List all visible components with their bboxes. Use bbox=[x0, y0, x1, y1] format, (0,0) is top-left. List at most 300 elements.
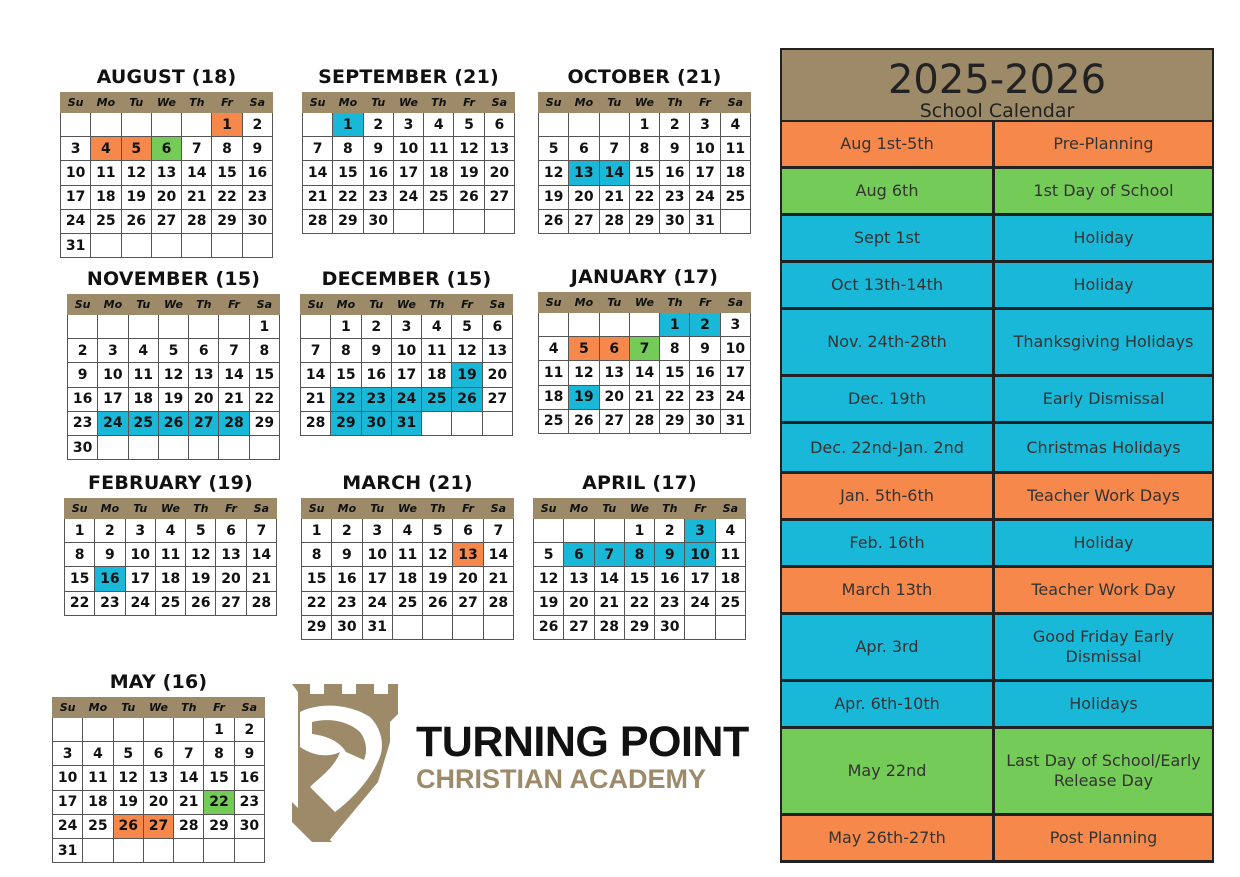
legend-row bbox=[782, 729, 1212, 813]
weekday-header: Th bbox=[655, 499, 685, 519]
day-cell: 27 bbox=[143, 814, 173, 838]
day-cell: 15 bbox=[204, 766, 234, 790]
day-cell: 20 bbox=[216, 567, 246, 591]
legend-row bbox=[782, 377, 1212, 421]
legend-panel bbox=[780, 48, 1214, 863]
day-cell bbox=[61, 113, 91, 137]
day-cell: 26 bbox=[158, 411, 188, 435]
weekday-header: We bbox=[392, 499, 422, 519]
weekday-header: Su bbox=[303, 93, 333, 113]
weekday-header: We bbox=[629, 93, 659, 113]
day-cell: 9 bbox=[95, 543, 125, 567]
day-cell: 5 bbox=[452, 315, 482, 339]
day-cell: 18 bbox=[155, 567, 185, 591]
weekday-header: Fr bbox=[685, 499, 715, 519]
day-cell: 15 bbox=[624, 567, 654, 591]
day-cell: 24 bbox=[391, 387, 421, 411]
weekday-header: Sa bbox=[720, 293, 750, 313]
weekday-header: Sa bbox=[482, 295, 512, 315]
day-cell: 24 bbox=[61, 209, 91, 233]
day-cell: 29 bbox=[629, 209, 659, 233]
weekday-header: Su bbox=[539, 93, 569, 113]
day-cell bbox=[98, 435, 128, 459]
day-cell: 16 bbox=[68, 387, 98, 411]
day-cell: 1 bbox=[212, 113, 242, 137]
day-cell: 3 bbox=[685, 519, 715, 543]
day-cell: 1 bbox=[204, 718, 234, 742]
day-cell: 11 bbox=[128, 363, 158, 387]
weekday-header: Th bbox=[174, 698, 204, 718]
day-cell bbox=[219, 315, 249, 339]
legend-date: Aug 6th bbox=[782, 169, 992, 213]
day-cell: 3 bbox=[53, 742, 83, 766]
month-calendar bbox=[67, 268, 280, 460]
day-cell bbox=[143, 718, 173, 742]
day-cell: 18 bbox=[392, 567, 422, 591]
month-calendar bbox=[538, 66, 751, 234]
legend-event: Post Planning bbox=[995, 816, 1212, 860]
day-cell: 29 bbox=[333, 209, 363, 233]
day-cell: 19 bbox=[186, 567, 216, 591]
day-cell: 21 bbox=[174, 790, 204, 814]
day-cell: 16 bbox=[242, 161, 272, 185]
day-cell: 16 bbox=[332, 567, 362, 591]
weekday-header: Tu bbox=[125, 499, 155, 519]
day-cell: 18 bbox=[91, 185, 121, 209]
day-cell: 11 bbox=[422, 339, 452, 363]
month-title: APRIL (17) bbox=[582, 472, 697, 494]
day-cell: 17 bbox=[393, 161, 423, 185]
day-cell: 5 bbox=[454, 113, 484, 137]
day-cell bbox=[484, 209, 514, 233]
day-cell: 18 bbox=[424, 161, 454, 185]
day-cell: 15 bbox=[629, 161, 659, 185]
day-cell: 5 bbox=[423, 519, 453, 543]
day-cell: 14 bbox=[246, 543, 276, 567]
day-cell: 28 bbox=[174, 814, 204, 838]
day-cell: 28 bbox=[594, 615, 624, 639]
weekday-header: Tu bbox=[121, 93, 151, 113]
day-cell: 6 bbox=[189, 339, 219, 363]
day-cell bbox=[143, 838, 173, 862]
month-title: AUGUST (18) bbox=[96, 66, 237, 88]
month-calendar bbox=[64, 472, 277, 616]
day-cell bbox=[594, 519, 624, 543]
day-cell: 30 bbox=[655, 615, 685, 639]
day-cell: 27 bbox=[569, 209, 599, 233]
day-cell: 7 bbox=[182, 137, 212, 161]
day-cell: 30 bbox=[332, 615, 362, 639]
day-cell bbox=[83, 838, 113, 862]
day-cell: 27 bbox=[151, 209, 181, 233]
day-cell: 27 bbox=[564, 615, 594, 639]
legend-header bbox=[782, 50, 1212, 120]
day-cell bbox=[569, 113, 599, 137]
day-cell: 25 bbox=[155, 591, 185, 615]
day-cell: 16 bbox=[690, 361, 720, 385]
month-grid bbox=[64, 498, 277, 616]
weekday-header: Fr bbox=[212, 93, 242, 113]
day-cell: 14 bbox=[174, 766, 204, 790]
legend-event: Holiday bbox=[995, 521, 1212, 565]
day-cell: 19 bbox=[158, 387, 188, 411]
day-cell bbox=[564, 519, 594, 543]
weekday-header: We bbox=[155, 499, 185, 519]
weekday-header: Mo bbox=[564, 499, 594, 519]
day-cell: 29 bbox=[212, 209, 242, 233]
day-cell: 7 bbox=[301, 339, 331, 363]
day-cell: 28 bbox=[219, 411, 249, 435]
day-cell: 1 bbox=[624, 519, 654, 543]
legend-row bbox=[782, 263, 1212, 307]
day-cell: 5 bbox=[121, 137, 151, 161]
weekday-header: Fr bbox=[219, 295, 249, 315]
weekday-header: Sa bbox=[715, 499, 745, 519]
day-cell: 1 bbox=[660, 313, 690, 337]
day-cell: 5 bbox=[569, 337, 599, 361]
day-cell: 14 bbox=[629, 361, 659, 385]
weekday-header: Tu bbox=[113, 698, 143, 718]
legend-date: Aug 1st-5th bbox=[782, 122, 992, 166]
day-cell: 31 bbox=[720, 409, 750, 433]
day-cell: 5 bbox=[534, 543, 564, 567]
day-cell: 25 bbox=[422, 387, 452, 411]
day-cell: 21 bbox=[629, 385, 659, 409]
day-cell: 1 bbox=[331, 315, 361, 339]
day-cell: 6 bbox=[564, 543, 594, 567]
month-title: JANUARY (17) bbox=[570, 266, 719, 288]
day-cell: 19 bbox=[539, 185, 569, 209]
legend-row bbox=[782, 568, 1212, 612]
legend-row bbox=[782, 310, 1212, 374]
legend-date: May 26th-27th bbox=[782, 816, 992, 860]
day-cell: 27 bbox=[482, 387, 512, 411]
day-cell: 18 bbox=[128, 387, 158, 411]
day-cell: 7 bbox=[594, 543, 624, 567]
day-cell: 19 bbox=[454, 161, 484, 185]
legend-row bbox=[782, 216, 1212, 260]
legend-date: Sept 1st bbox=[782, 216, 992, 260]
day-cell: 24 bbox=[690, 185, 720, 209]
day-cell: 14 bbox=[483, 543, 513, 567]
legend-event: Early Dismissal bbox=[995, 377, 1212, 421]
day-cell bbox=[453, 615, 483, 639]
day-cell: 14 bbox=[182, 161, 212, 185]
day-cell bbox=[91, 113, 121, 137]
day-cell: 17 bbox=[685, 567, 715, 591]
day-cell: 9 bbox=[363, 137, 393, 161]
day-cell: 29 bbox=[624, 615, 654, 639]
day-cell: 19 bbox=[569, 385, 599, 409]
weekday-header: Tu bbox=[128, 295, 158, 315]
day-cell: 13 bbox=[599, 361, 629, 385]
day-cell: 24 bbox=[720, 385, 750, 409]
day-cell: 10 bbox=[391, 339, 421, 363]
day-cell: 30 bbox=[68, 435, 98, 459]
weekday-header: Su bbox=[534, 499, 564, 519]
day-cell: 30 bbox=[361, 411, 391, 435]
weekday-header: We bbox=[629, 293, 659, 313]
legend-date: Jan. 5th-6th bbox=[782, 474, 992, 518]
day-cell: 25 bbox=[539, 409, 569, 433]
day-cell: 18 bbox=[422, 363, 452, 387]
weekday-header: Fr bbox=[453, 499, 483, 519]
day-cell: 14 bbox=[219, 363, 249, 387]
day-cell: 23 bbox=[332, 591, 362, 615]
day-cell: 5 bbox=[186, 519, 216, 543]
weekday-header: Tu bbox=[363, 93, 393, 113]
day-cell: 14 bbox=[301, 363, 331, 387]
month-calendar bbox=[301, 472, 514, 640]
day-cell: 17 bbox=[362, 567, 392, 591]
day-cell bbox=[424, 209, 454, 233]
day-cell: 1 bbox=[65, 519, 95, 543]
day-cell: 29 bbox=[249, 411, 279, 435]
day-cell bbox=[212, 233, 242, 257]
day-cell: 22 bbox=[249, 387, 279, 411]
weekday-header: Mo bbox=[569, 93, 599, 113]
day-cell: 9 bbox=[690, 337, 720, 361]
day-cell: 11 bbox=[91, 161, 121, 185]
day-cell: 22 bbox=[624, 591, 654, 615]
day-cell: 22 bbox=[212, 185, 242, 209]
day-cell: 11 bbox=[155, 543, 185, 567]
day-cell: 16 bbox=[655, 567, 685, 591]
month-title: FEBRUARY (19) bbox=[88, 472, 253, 494]
weekday-header: Mo bbox=[569, 293, 599, 313]
weekday-header: Tu bbox=[362, 499, 392, 519]
day-cell: 13 bbox=[482, 339, 512, 363]
day-cell: 26 bbox=[569, 409, 599, 433]
day-cell: 1 bbox=[302, 519, 332, 543]
day-cell: 24 bbox=[125, 591, 155, 615]
day-cell: 4 bbox=[720, 113, 750, 137]
day-cell: 4 bbox=[422, 315, 452, 339]
day-cell: 20 bbox=[453, 567, 483, 591]
day-cell: 31 bbox=[391, 411, 421, 435]
day-cell bbox=[189, 435, 219, 459]
day-cell: 3 bbox=[393, 113, 423, 137]
day-cell: 12 bbox=[423, 543, 453, 567]
day-cell: 3 bbox=[61, 137, 91, 161]
weekday-header: Su bbox=[301, 295, 331, 315]
day-cell: 16 bbox=[95, 567, 125, 591]
month-grid bbox=[301, 498, 514, 640]
month-grid bbox=[302, 92, 515, 234]
day-cell: 20 bbox=[151, 185, 181, 209]
month-grid bbox=[52, 697, 265, 863]
day-cell: 31 bbox=[690, 209, 720, 233]
weekday-header: We bbox=[391, 295, 421, 315]
day-cell bbox=[158, 315, 188, 339]
day-cell: 28 bbox=[246, 591, 276, 615]
day-cell: 6 bbox=[484, 113, 514, 137]
day-cell: 2 bbox=[95, 519, 125, 543]
day-cell bbox=[423, 615, 453, 639]
day-cell: 26 bbox=[186, 591, 216, 615]
legend-date: Dec. 19th bbox=[782, 377, 992, 421]
day-cell: 9 bbox=[361, 339, 391, 363]
day-cell: 7 bbox=[219, 339, 249, 363]
day-cell bbox=[685, 615, 715, 639]
day-cell: 8 bbox=[204, 742, 234, 766]
day-cell: 26 bbox=[534, 615, 564, 639]
day-cell: 6 bbox=[143, 742, 173, 766]
month-calendar bbox=[300, 268, 513, 436]
day-cell: 28 bbox=[483, 591, 513, 615]
month-calendar bbox=[538, 266, 751, 434]
lion-shield-icon bbox=[290, 682, 400, 842]
day-cell: 20 bbox=[564, 591, 594, 615]
weekday-header: Su bbox=[65, 499, 95, 519]
weekday-header: We bbox=[143, 698, 173, 718]
weekday-header: Fr bbox=[216, 499, 246, 519]
day-cell: 4 bbox=[539, 337, 569, 361]
day-cell bbox=[91, 233, 121, 257]
weekday-header: Th bbox=[660, 93, 690, 113]
day-cell: 26 bbox=[452, 387, 482, 411]
day-cell: 25 bbox=[720, 185, 750, 209]
day-cell: 17 bbox=[391, 363, 421, 387]
day-cell bbox=[189, 315, 219, 339]
day-cell: 13 bbox=[151, 161, 181, 185]
legend-event: Good Friday Early Dismissal bbox=[995, 615, 1212, 679]
day-cell: 4 bbox=[128, 339, 158, 363]
day-cell: 24 bbox=[393, 185, 423, 209]
month-title: DECEMBER (15) bbox=[321, 268, 492, 290]
weekday-header: We bbox=[624, 499, 654, 519]
day-cell: 16 bbox=[234, 766, 264, 790]
day-cell: 30 bbox=[660, 209, 690, 233]
day-cell: 30 bbox=[242, 209, 272, 233]
day-cell: 30 bbox=[363, 209, 393, 233]
day-cell: 27 bbox=[484, 185, 514, 209]
weekday-header: We bbox=[151, 93, 181, 113]
month-calendar bbox=[302, 66, 515, 234]
day-cell: 4 bbox=[155, 519, 185, 543]
day-cell: 25 bbox=[424, 185, 454, 209]
day-cell: 17 bbox=[690, 161, 720, 185]
day-cell bbox=[174, 838, 204, 862]
day-cell: 21 bbox=[483, 567, 513, 591]
day-cell: 10 bbox=[690, 137, 720, 161]
day-cell: 19 bbox=[423, 567, 453, 591]
day-cell: 6 bbox=[599, 337, 629, 361]
month-grid bbox=[533, 498, 746, 640]
day-cell: 9 bbox=[68, 363, 98, 387]
weekday-header: Sa bbox=[249, 295, 279, 315]
month-title: SEPTEMBER (21) bbox=[318, 66, 499, 88]
day-cell: 21 bbox=[219, 387, 249, 411]
day-cell: 12 bbox=[121, 161, 151, 185]
month-title: MARCH (21) bbox=[342, 472, 473, 494]
weekday-header: Tu bbox=[599, 293, 629, 313]
legend-row bbox=[782, 474, 1212, 518]
day-cell bbox=[98, 315, 128, 339]
day-cell: 21 bbox=[301, 387, 331, 411]
day-cell: 30 bbox=[690, 409, 720, 433]
day-cell: 16 bbox=[660, 161, 690, 185]
day-cell: 25 bbox=[392, 591, 422, 615]
weekday-header: Sa bbox=[234, 698, 264, 718]
day-cell bbox=[301, 315, 331, 339]
day-cell: 3 bbox=[362, 519, 392, 543]
day-cell: 11 bbox=[715, 543, 745, 567]
legend-row bbox=[782, 615, 1212, 679]
weekday-header: Th bbox=[423, 499, 453, 519]
day-cell: 12 bbox=[539, 161, 569, 185]
day-cell: 25 bbox=[91, 209, 121, 233]
day-cell bbox=[182, 233, 212, 257]
day-cell: 2 bbox=[361, 315, 391, 339]
month-calendar bbox=[533, 472, 746, 640]
legend-row bbox=[782, 169, 1212, 213]
day-cell: 19 bbox=[452, 363, 482, 387]
day-cell: 2 bbox=[332, 519, 362, 543]
day-cell: 14 bbox=[303, 161, 333, 185]
day-cell: 19 bbox=[113, 790, 143, 814]
day-cell bbox=[715, 615, 745, 639]
day-cell: 22 bbox=[65, 591, 95, 615]
month-title: MAY (16) bbox=[109, 671, 208, 693]
day-cell: 22 bbox=[204, 790, 234, 814]
legend-event: Teacher Work Days bbox=[995, 474, 1212, 518]
legend-date: Apr. 6th-10th bbox=[782, 682, 992, 726]
day-cell: 16 bbox=[361, 363, 391, 387]
day-cell: 2 bbox=[234, 718, 264, 742]
day-cell: 2 bbox=[68, 339, 98, 363]
logo-line-1: TURNING POINT bbox=[416, 718, 749, 766]
month-grid bbox=[538, 292, 751, 434]
day-cell bbox=[204, 838, 234, 862]
day-cell: 10 bbox=[685, 543, 715, 567]
day-cell: 23 bbox=[363, 185, 393, 209]
day-cell: 31 bbox=[61, 233, 91, 257]
day-cell bbox=[128, 435, 158, 459]
day-cell: 13 bbox=[216, 543, 246, 567]
day-cell bbox=[599, 113, 629, 137]
weekday-header: Fr bbox=[204, 698, 234, 718]
day-cell bbox=[454, 209, 484, 233]
day-cell: 4 bbox=[715, 519, 745, 543]
logo-line-2: CHRISTIAN ACADEMY bbox=[416, 764, 706, 794]
day-cell: 7 bbox=[174, 742, 204, 766]
day-cell: 13 bbox=[569, 161, 599, 185]
day-cell: 31 bbox=[53, 838, 83, 862]
weekday-header: Su bbox=[61, 93, 91, 113]
day-cell: 6 bbox=[151, 137, 181, 161]
weekday-header: Sa bbox=[484, 93, 514, 113]
legend-event: Thanksgiving Holidays bbox=[995, 310, 1212, 374]
weekday-header: Fr bbox=[690, 293, 720, 313]
day-cell: 4 bbox=[91, 137, 121, 161]
day-cell: 20 bbox=[484, 161, 514, 185]
day-cell: 7 bbox=[483, 519, 513, 543]
day-cell: 6 bbox=[453, 519, 483, 543]
day-cell: 24 bbox=[53, 814, 83, 838]
day-cell: 5 bbox=[113, 742, 143, 766]
day-cell: 2 bbox=[690, 313, 720, 337]
day-cell: 10 bbox=[125, 543, 155, 567]
day-cell: 23 bbox=[234, 790, 264, 814]
day-cell: 30 bbox=[234, 814, 264, 838]
day-cell: 13 bbox=[189, 363, 219, 387]
day-cell: 24 bbox=[685, 591, 715, 615]
day-cell: 31 bbox=[362, 615, 392, 639]
day-cell bbox=[234, 838, 264, 862]
day-cell bbox=[128, 315, 158, 339]
day-cell: 17 bbox=[98, 387, 128, 411]
